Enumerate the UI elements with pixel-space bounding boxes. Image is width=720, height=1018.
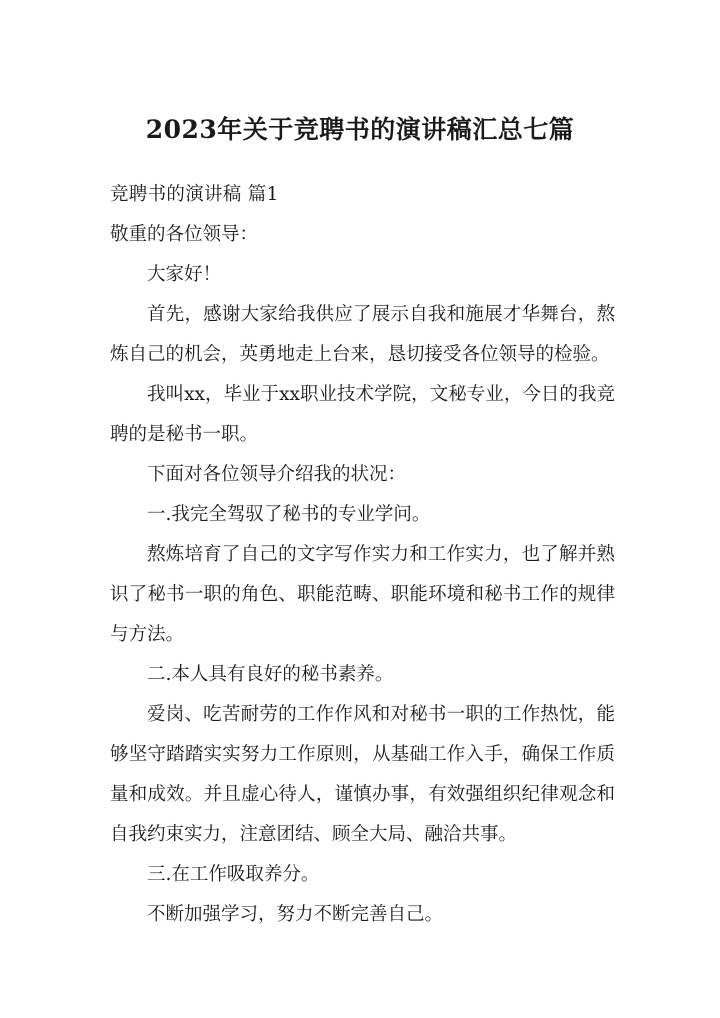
- point-three-body: 不断加强学习，努力不断完善自己。: [147, 904, 444, 925]
- point-two-heading: 二.本人具有良好的秘书素养。: [147, 664, 394, 685]
- document-title: 2023年关于竞聘书的演讲稿汇总七篇: [145, 115, 575, 144]
- paragraph-thanks: 首先，感谢大家给我供应了展示自我和施展才华舞台，熬炼自己的机会，英勇地走上台来，恳切接受各位领导的检验。: [110, 304, 615, 365]
- paragraph-greeting: 大家好！: [147, 264, 222, 285]
- point-one-heading: 一.我完全驾驭了秘书的专业学问。: [147, 504, 431, 525]
- section-heading: 竞聘书的演讲稿 篇1: [110, 184, 279, 205]
- point-two-body: 爱岗、吃苦耐劳的工作作风和对秘书一职的工作热忱，能够坚守踏踏实实努力工作原则，从基础工作入手，确保工作质量和成效。并且虚心待人，谨慎办事，有效强组织纪律观念和自我约束实力，注意团结、顾全大局、融洽共事。: [110, 704, 615, 845]
- paragraph-introduction: 我叫xx，毕业于xx职业技术学院，文秘专业，今日的我竞聘的是秘书一职。: [110, 384, 615, 445]
- paragraph-overview: 下面对各位领导介绍我的状况：: [147, 464, 407, 485]
- point-one-body: 熬炼培育了自己的文字写作实力和工作实力，也了解并熟识了秘书一职的角色、职能范畴、职能环境和秘书工作的规律与方法。: [110, 544, 615, 645]
- salutation: 敬重的各位领导：: [110, 224, 259, 245]
- document-body: [110, 175, 615, 935]
- point-three-heading: 三.在工作吸取养分。: [147, 864, 320, 885]
